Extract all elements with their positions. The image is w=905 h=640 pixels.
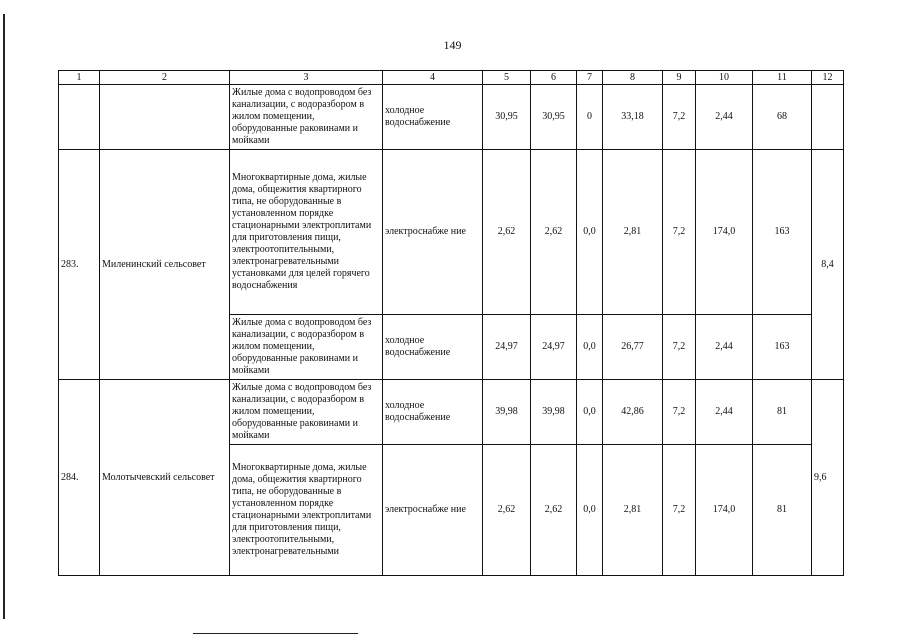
value-cell: 163: [753, 315, 812, 380]
left-margin-rule: [3, 14, 5, 619]
header-cell: 11: [753, 71, 812, 85]
resource-cell: электроснабже ние: [383, 150, 483, 315]
value-cell: 30,95: [531, 85, 577, 150]
value-cell: 163: [753, 150, 812, 315]
value-cell: 2,44: [696, 315, 753, 380]
page-number: 149: [443, 38, 462, 52]
value-cell: 81: [753, 445, 812, 576]
table-row: [59, 85, 844, 150]
header-cell: 2: [100, 71, 230, 85]
value-cell: 2,81: [603, 445, 663, 576]
header-cell: 4: [383, 71, 483, 85]
value-cell: 0: [577, 85, 603, 150]
description-cell: Многоквартирные дома, жилые дома, общежития квартирного типа, не оборудованные в установленном порядке стационарными электроплитами для приготовления пищи, электроотопительными, электронагревательными установками для целей горячего водоснабжения: [230, 150, 383, 315]
value-cell: 24,97: [483, 315, 531, 380]
value-cell: 7,2: [663, 85, 696, 150]
value-cell: 7,2: [663, 445, 696, 576]
value-cell: 7,2: [663, 150, 696, 315]
resource-cell: холодное водоснабжение: [383, 85, 483, 150]
settlement-cell: [100, 85, 230, 150]
value-cell: 0,0: [577, 150, 603, 315]
group-value-cell: 8,4: [812, 150, 844, 380]
resource-cell: холодное водоснабжение: [383, 380, 483, 445]
value-cell: 81: [753, 380, 812, 445]
table-row: [59, 150, 844, 315]
value-cell: 0,0: [577, 380, 603, 445]
group-value-cell: 9,6: [812, 380, 844, 576]
header-row: [59, 71, 844, 85]
value-cell: 33,18: [603, 85, 663, 150]
value-cell: 0,0: [577, 445, 603, 576]
value-cell: 2,81: [603, 150, 663, 315]
value-cell: 7,2: [663, 315, 696, 380]
header-cell: 6: [531, 71, 577, 85]
value-cell: 2,62: [483, 150, 531, 315]
value-cell: 0,0: [577, 315, 603, 380]
value-cell: 42,86: [603, 380, 663, 445]
resource-cell: холодное водоснабжение: [383, 315, 483, 380]
description-cell: Жилые дома с водопроводом без канализации, с водоразбором в жилом помещении, оборудованные раковинами и мойками: [230, 380, 383, 445]
row-number-cell: [59, 85, 100, 150]
value-cell: 2,62: [483, 445, 531, 576]
footnote-separator: [193, 633, 358, 634]
header-cell: 3: [230, 71, 383, 85]
table-row: [59, 380, 844, 445]
value-cell: 7,2: [663, 380, 696, 445]
value-cell: 39,98: [531, 380, 577, 445]
description-cell: Жилые дома с водопроводом без канализации, с водоразбором в жилом помещении, оборудованные раковинами и мойками: [230, 315, 383, 380]
header-cell: 8: [603, 71, 663, 85]
value-cell: 30,95: [483, 85, 531, 150]
value-cell: 2,44: [696, 380, 753, 445]
value-cell: 39,98: [483, 380, 531, 445]
header-cell: 1: [59, 71, 100, 85]
resource-cell: электроснабже ние: [383, 445, 483, 576]
value-cell: 174,0: [696, 150, 753, 315]
tariff-table: [58, 70, 844, 576]
empty-cell: [812, 85, 844, 150]
header-cell: 7: [577, 71, 603, 85]
value-cell: 2,62: [531, 150, 577, 315]
row-number-cell: 283.: [59, 150, 100, 380]
header-cell: 10: [696, 71, 753, 85]
header-cell: 9: [663, 71, 696, 85]
header-cell: 5: [483, 71, 531, 85]
value-cell: 68: [753, 85, 812, 150]
header-cell: 12: [812, 71, 844, 85]
description-cell: Многоквартирные дома, жилые дома, общежития квартирного типа, не оборудованные в установленном порядке стационарными электроплитами для приготовления пищи, электроотопительными, электронагревательными: [230, 445, 383, 576]
settlement-cell: Молотычевский сельсовет: [100, 380, 230, 576]
value-cell: 24,97: [531, 315, 577, 380]
value-cell: 2,44: [696, 85, 753, 150]
value-cell: 174,0: [696, 445, 753, 576]
description-cell: Жилые дома с водопроводом без канализации, с водоразбором в жилом помещении, оборудованные раковинами и мойками: [230, 85, 383, 150]
value-cell: 2,62: [531, 445, 577, 576]
value-cell: 26,77: [603, 315, 663, 380]
row-number-cell: 284.: [59, 380, 100, 576]
settlement-cell: Миленинский сельсовет: [100, 150, 230, 380]
